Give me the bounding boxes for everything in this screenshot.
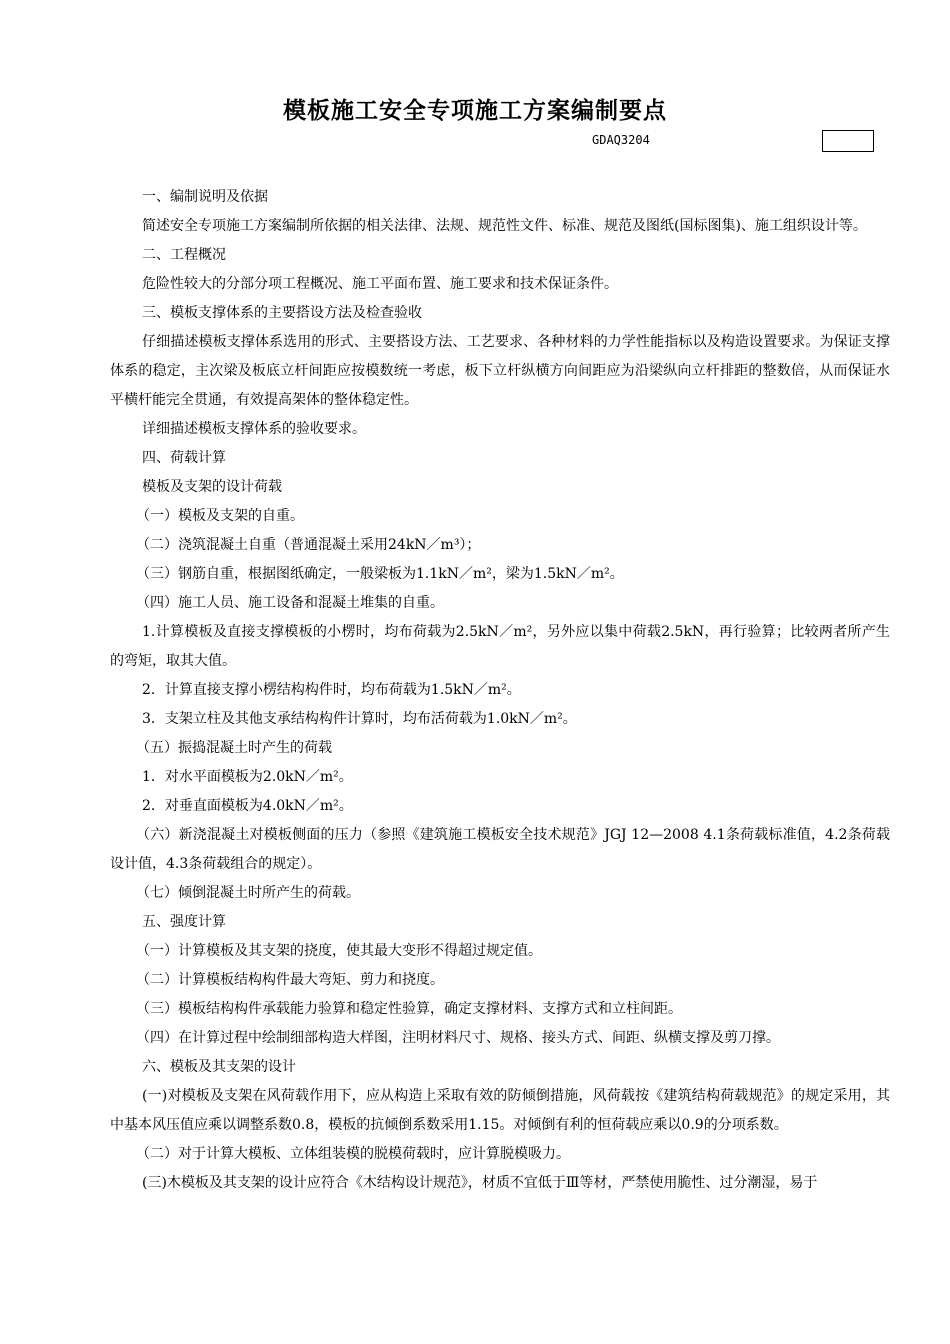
paragraph: 简述安全专项施工方案编制所依据的相关法律、法规、规范性文件、标准、规范及图纸(国标图集)、施工组织设计等。: [142, 218, 867, 234]
paragraph: （二）浇筑混凝土自重（普通混凝土采用24kN／m³）；: [136, 537, 481, 553]
paragraph: （七）倾倒混凝土时所产生的荷载。: [136, 885, 360, 901]
paragraph: （二）对于计算大模板、立体组装模的脱模荷载时，应计算脱模吸力。: [136, 1146, 570, 1162]
document-body: [110, 183, 890, 1198]
paragraph: 3．支架立柱及其他支承结构构件计算时，均布活荷载为1.0kN／m²。: [142, 711, 577, 727]
paragraph: 五、强度计算: [142, 914, 226, 930]
paragraph: 1.计算模板及直接支撑模板的小楞时，均布荷载为2.5kN／m²，另外应以集中荷载2.5kN，再行验算；比较两者所产生的弯矩，取其大值。: [110, 624, 890, 669]
paragraph: (三)木模板及其支架的设计应符合《木结构设计规范》，材质不宜低于Ⅲ等材，严禁使用脆性、过分潮湿，易于: [142, 1175, 818, 1191]
paragraph: （三）模板结构构件承载能力验算和稳定性验算，确定支撑材料、支撑方式和立柱间距。: [136, 1001, 682, 1017]
paragraph: 三、模板支撑体系的主要搭设方法及检查验收: [142, 305, 422, 321]
code-box: [822, 130, 874, 152]
paragraph: （五）振捣混凝土时产生的荷载: [136, 740, 332, 756]
paragraph: （二）计算模板结构构件最大弯矩、剪力和挠度。: [136, 972, 444, 988]
paragraph: （一）计算模板及其支架的挠度，使其最大变形不得超过规定值。: [136, 943, 542, 959]
paragraph: (一)对模板及支架在风荷载作用下，应从构造上采取有效的防倾倒措施，风荷载按《建筑结构荷载规范》的规定采用，其中基本风压值应乘以调整系数0.8，模板的抗倾倒系数采用1.15。对倾倒有利的恒荷载应乘以0.9的分项系数。: [110, 1088, 890, 1133]
paragraph: 六、模板及其支架的设计: [142, 1059, 296, 1075]
paragraph: 二、工程概况: [142, 247, 226, 263]
paragraph: 四、荷载计算: [142, 450, 226, 466]
paragraph: 模板及支架的设计荷载: [142, 479, 282, 495]
paragraph: （四）施工人员、施工设备和混凝土堆集的自重。: [136, 595, 444, 611]
document-code: GDAQ3204: [592, 133, 650, 147]
page-title: 模板施工安全专项施工方案编制要点: [283, 98, 667, 124]
paragraph: （三）钢筋自重，根据图纸确定，一般梁板为1.1kN／m²，梁为1.5kN／m²。: [136, 566, 624, 582]
paragraph: （四）在计算过程中绘制细部构造大样图，注明材料尺寸、规格、接头方式、间距、纵横支撑及剪刀撑。: [136, 1030, 780, 1046]
paragraph: 一、编制说明及依据: [142, 189, 268, 205]
paragraph: 危险性较大的分部分项工程概况、施工平面布置、施工要求和技术保证条件。: [142, 276, 618, 292]
paragraph: 2．对垂直面模板为4.0kN／m²。: [142, 798, 353, 814]
paragraph: 2．计算直接支撑小楞结构构件时，均布荷载为1.5kN／m²。: [142, 682, 521, 698]
paragraph: 仔细描述模板支撑体系选用的形式、主要搭设方法、工艺要求、各种材料的力学性能指标以及构造设置要求。为保证支撑体系的稳定，主次梁及板底立杆间距应按模数统一考虑，板下立杆纵横方向间距应为沿梁纵向立杆排距的整数倍，从而保证水平横杆能完全贯通，有效提高架体的整体稳定性。: [110, 334, 890, 408]
paragraph: （六）新浇混凝土对模板侧面的压力（参照《建筑施工模板安全技术规范》JGJ 12—2008 4.1条荷载标准值，4.2条荷载设计值，4.3条荷载组合的规定）。: [110, 827, 890, 872]
paragraph: 1．对水平面模板为2.0kN／m²。: [142, 769, 353, 785]
paragraph: （一）模板及支架的自重。: [136, 508, 304, 524]
paragraph: 详细描述模板支撑体系的验收要求。: [142, 421, 366, 437]
